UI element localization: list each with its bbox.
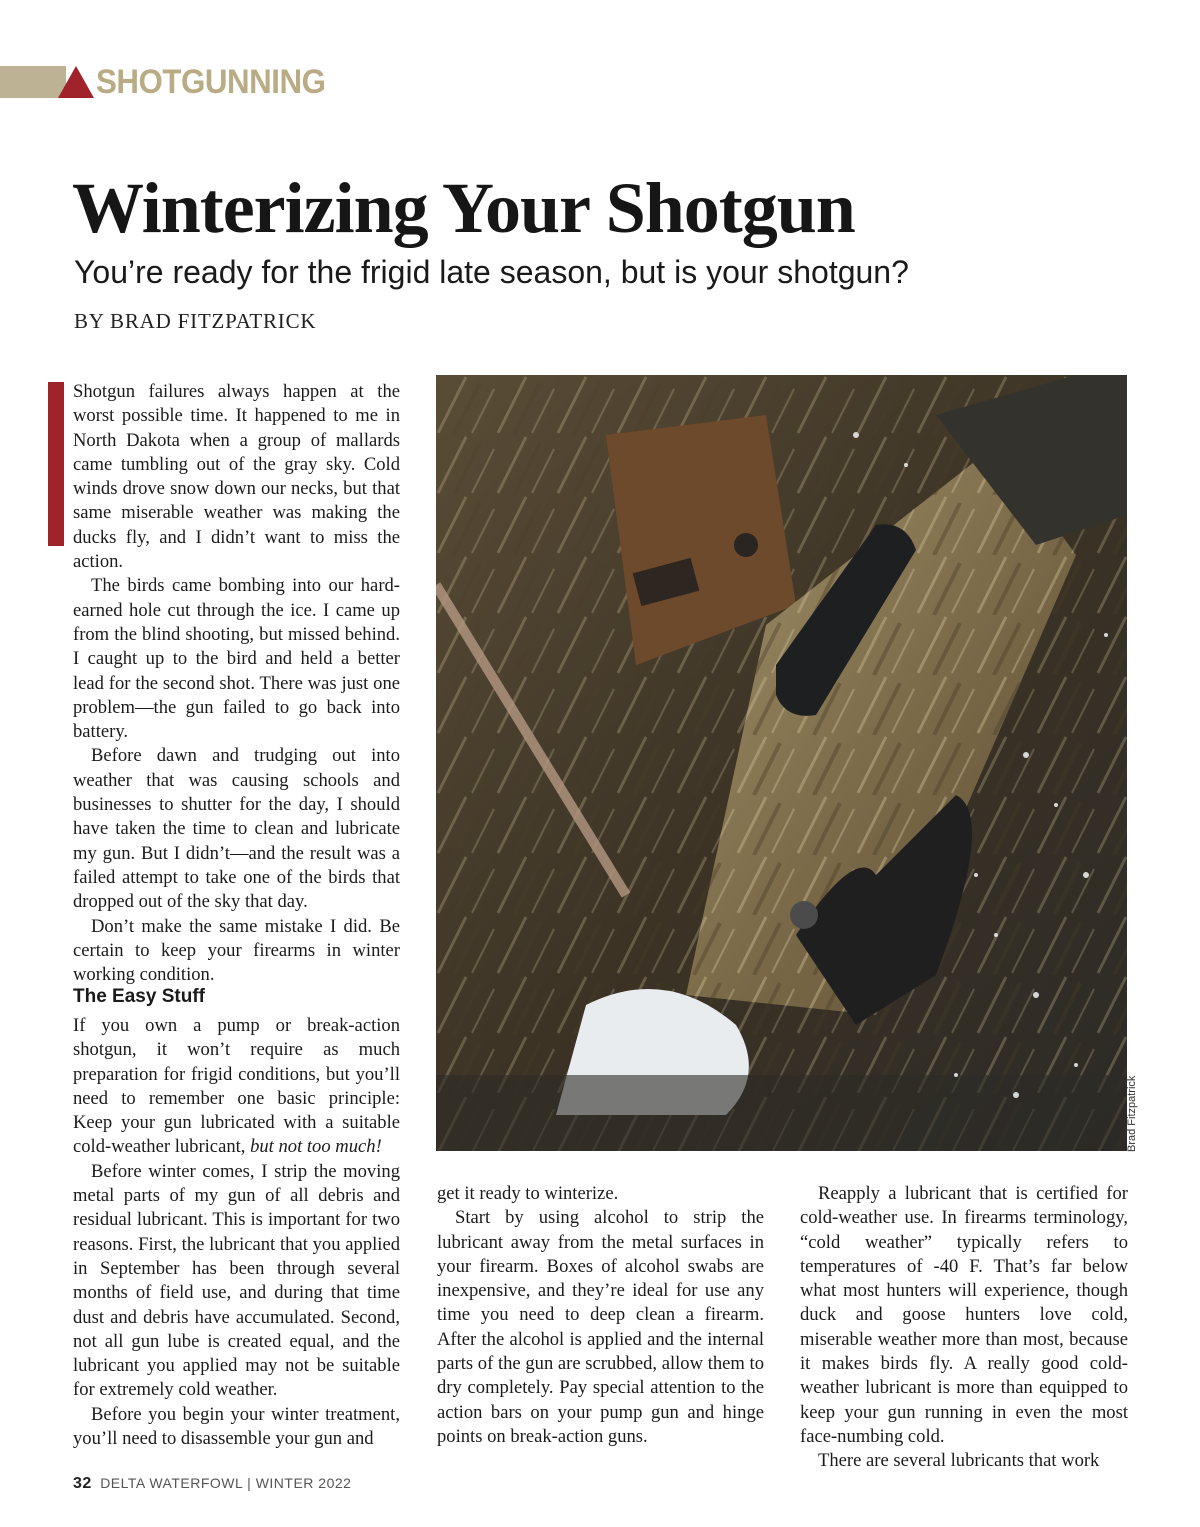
paragraph: Start by using alcohol to strip the lubricant away from the metal surfaces in your firearm. Boxes of alcohol swabs are inexpensive, and they’re ideal for use any time you need to deep clean a firearm. After the alcohol is applied and the internal parts of the gun are scrubbed, allow them to dry completely. Pay special attention to the action bars on your pump gun and hinge points on break-action guns. <box>437 1207 764 1447</box>
issue-label: WINTER 2022 <box>255 1475 352 1491</box>
paragraph: Don’t make the same mistake I did. Be certain to keep your firearms in winter working condition. <box>73 915 400 986</box>
page-footer <box>73 1475 351 1493</box>
paragraph: Before dawn and trudging out into weather that was causing schools and businesses to shutter for the day, I should have taken the time to clean and lubricate my gun. But I didn’t—and the result was a failed attempt to take one of the birds that dropped out of the sky that day. <box>73 745 400 913</box>
paragraph: Reapply a lubricant that is certified for cold-weather use. In firearms terminology, “cold weather” typically refers to temperatures of -40 F. That’s far below what most hunters will experience, though duck and goose hunters love cold, miserable weather more than most, because it makes birds fly. A really good cold-weather lubricant is more than equipped to keep your gun running in even the most face-numbing cold. <box>800 1183 1128 1447</box>
article-subtitle: You’re ready for the frigid late season, but is your shotgun? <box>74 254 909 290</box>
column-1-body <box>73 1014 400 1451</box>
article-title: Winterizing Your Shotgun <box>72 168 855 248</box>
section-band <box>0 66 66 98</box>
paragraph: get it ready to winterize. <box>437 1183 619 1204</box>
paragraph <box>73 1014 400 1160</box>
section-triangle-icon <box>58 66 94 98</box>
shotgun-photo-illustration <box>436 375 1127 1151</box>
paragraph: Before you begin your winter treatment, you’ll need to disassemble your gun and <box>73 1403 400 1450</box>
paragraph-emphasis: but not too much! <box>250 1136 382 1158</box>
footer-separator: | <box>247 1475 252 1491</box>
dropcap-bar <box>48 382 64 546</box>
paragraph: Shotgun failures always happen at the worst possible time. It happened to me in North Dakota when a group of mallards came tumbling out of the gray sky. Cold winds drove snow down our necks, but that same miserable weather was making the ducks fly, and I didn’t want to miss the action. <box>73 381 400 573</box>
publication-name: DELTA WATERFOWL <box>100 1475 243 1491</box>
paragraph-text: If you own a pump or break-action shotgun, it won’t require as much preparation for frigid conditions, but you’ll need to remember one basic principle: Keep your gun lubricated with a suitable cold-weather lubricant, <box>73 1015 400 1158</box>
photo-credit: Brad Fitzpatrick <box>1126 1075 1138 1152</box>
paragraph: The birds came bombing into our hard-earned hole cut through the ice. I came up from the blind shooting, but missed behind. I caught up to the bird and held a better lead for the second shot. There was just one problem—the gun failed to go back into battery. <box>73 575 400 743</box>
column-3 <box>800 1182 1128 1474</box>
paragraph: Before winter comes, I strip the moving metal parts of my gun of all debris and residual lubricant. This is important for two reasons. First, the lubricant that you applied in September has been through several months of field use, and during that time dust and debris have accumulated. Second, not all gun lube is created equal, and the lubricant you applied may not be suitable for extremely cold weather. <box>73 1160 400 1401</box>
column-2 <box>437 1182 764 1449</box>
byline: BY BRAD FITZPATRICK <box>74 309 317 333</box>
subhead-easy-stuff: The Easy Stuff <box>73 986 205 1007</box>
section-label: SHOTGUNNING <box>96 63 326 101</box>
column-1-intro <box>73 380 400 987</box>
page-number: 32 <box>73 1475 92 1492</box>
paragraph: There are several lubricants that work <box>818 1450 1100 1472</box>
shotgun-photo <box>436 375 1127 1151</box>
